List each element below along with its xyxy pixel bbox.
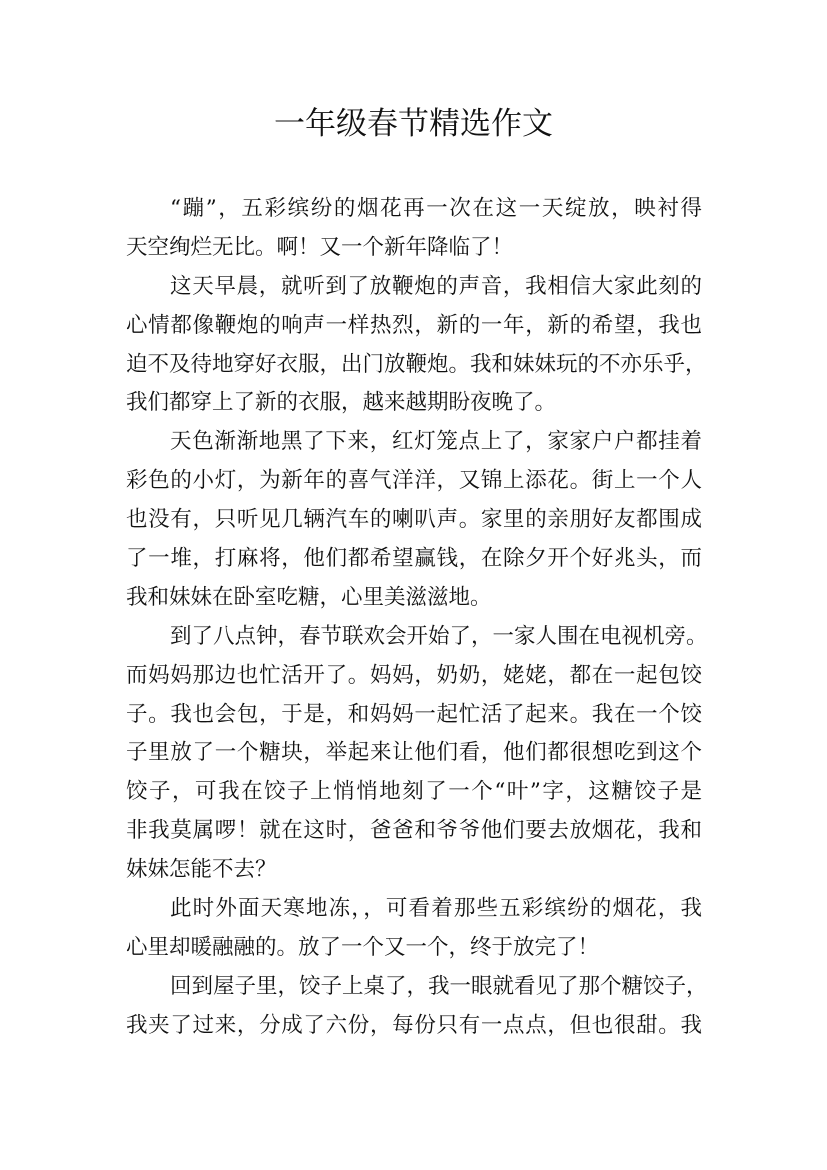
text-line: 妹妹怎能不去？ — [126, 857, 277, 883]
text-line: “蹦”，五彩缤纷的烟花再一次在这一天绽放，映衬得 — [170, 196, 702, 221]
text-line: 我和妹妹在卧室吃糖，心里美滋滋地。 — [126, 584, 492, 610]
text-line: 我们都穿上了新的衣服，越来越期盼夜晚了。 — [126, 390, 557, 416]
text-line: 饺子，可我在饺子上悄悄地刻了一个“叶”字，这糖饺子是 — [126, 779, 702, 805]
text-line: 而妈妈那边也忙活开了。妈妈，奶奶，姥姥，都在一起包饺 — [126, 662, 702, 688]
text-line: 也没有，只听见几辆汽车的喇叭声。家里的亲朋好友都围成 — [126, 507, 702, 533]
text-line: 彩色的小灯，为新年的喜气洋洋，又锦上添花。街上一个人 — [126, 468, 702, 494]
text-line: 回到屋子里，饺子上桌了，我一眼就看见了那个糖饺子， — [170, 973, 708, 999]
text-line: 天色渐渐地黑了下来，红灯笼点上了，家家户户都挂着 — [170, 429, 702, 455]
text-line: 心情都像鞭炮的响声一样热烈，新的一年，新的希望，我也 — [126, 312, 702, 338]
text-line: 我夹了过来，分成了六份，每份只有一点点，但也很甜。我 — [126, 1012, 702, 1038]
text-line: 迫不及待地穿好衣服，出门放鞭炮。我和妹妹玩的不亦乐乎， — [126, 351, 707, 377]
text-line: 这天早晨，就听到了放鞭炮的声音，我相信大家此刻的 — [170, 273, 702, 299]
text-line: 到了八点钟，春节联欢会开始了，一家人围在电视机旁。 — [170, 623, 708, 649]
text-line: 天空绚烂无比。啊！又一个新年降临了！ — [126, 234, 514, 260]
text-line: 此时外面天寒地冻，，可看着那些五彩缤纷的烟花，我 — [170, 896, 702, 922]
document-title: 一年级春节精选作文 — [274, 106, 553, 142]
text-line: 子里放了一个糖块，举起来让他们看，他们都很想吃到这个 — [126, 740, 702, 766]
text-line: 子。我也会包，于是，和妈妈一起忙活了起来。我在一个饺 — [126, 701, 702, 727]
text-line: 心里却暖融融的。放了一个又一个，终于放完了！ — [126, 934, 600, 960]
text-line: 了一堆，打麻将，他们都希望赢钱，在除夕开个好兆头，而 — [126, 546, 702, 572]
essay-body — [126, 190, 708, 1046]
text-line: 非我莫属啰！就在这时，爸爸和爷爷他们要去放烟花，我和 — [126, 818, 702, 844]
